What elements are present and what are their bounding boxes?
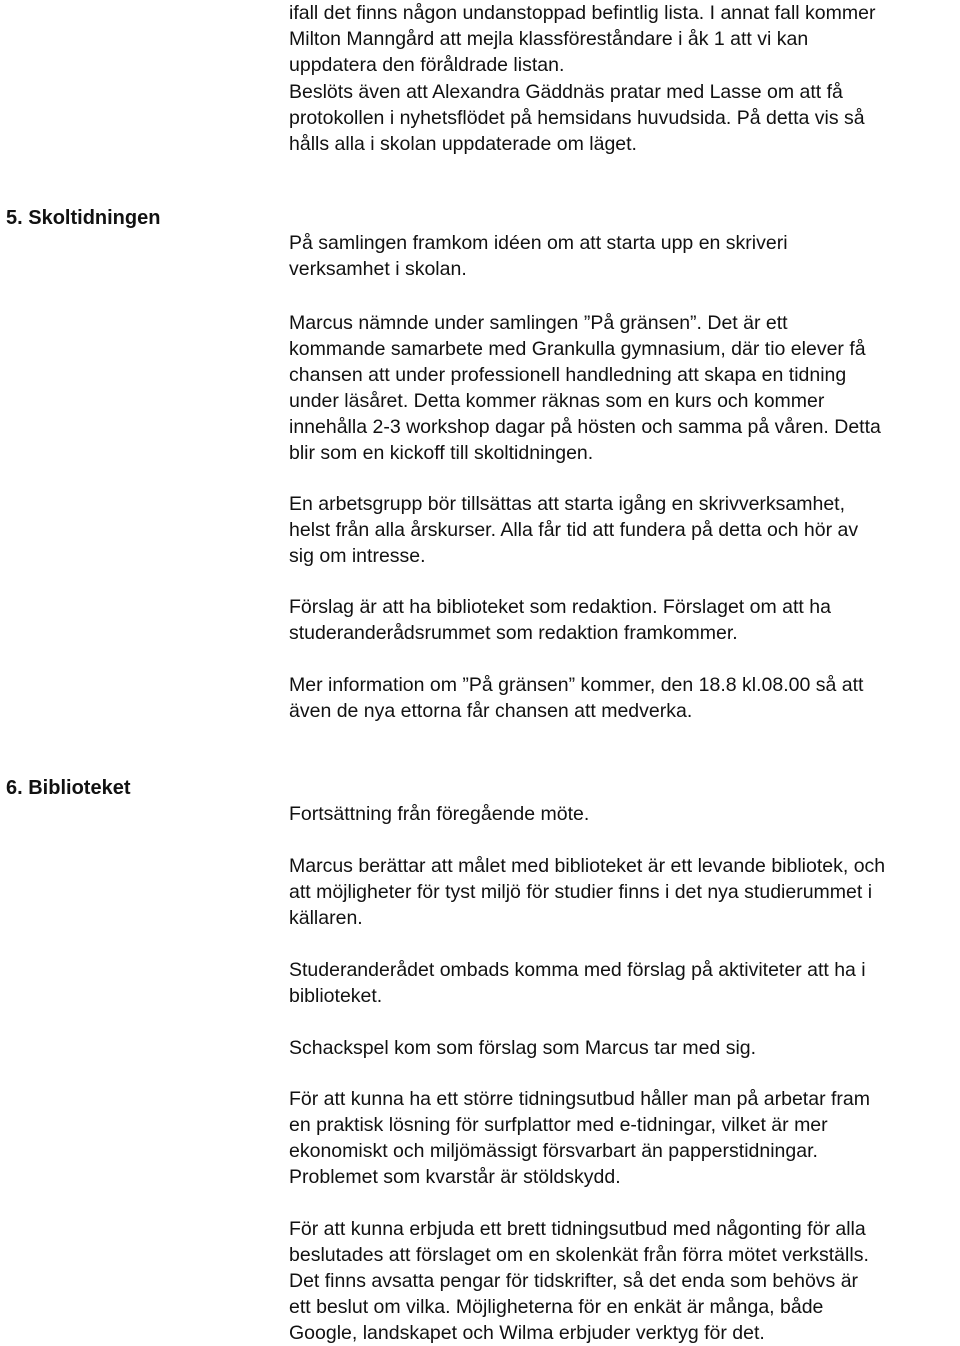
text-line: Schackspel kom som förslag som Marcus tar med sig.: [289, 1037, 757, 1059]
text-line: ifall det finns någon undanstoppad befintlig lista. I annat fall kommer: [289, 2, 876, 24]
text-line: För att kunna erbjuda ett brett tidningsutbud med någonting för alla: [289, 1218, 866, 1240]
text-line: verksamhet i skolan.: [289, 258, 467, 280]
body-paragraph: [289, 957, 959, 1009]
text-line: en praktisk lösning för surfplattor med e-tidningar, vilket är mer: [289, 1114, 828, 1136]
body-paragraph: [289, 853, 959, 931]
text-line: Marcus nämnde under samlingen ”På gränsen”. Det är ett: [289, 312, 788, 334]
text-line: Förslag är att ha biblioteket som redaktion. Förslaget om att ha: [289, 596, 831, 618]
body-paragraph: [289, 79, 959, 157]
text-line: att möjligheter för tyst miljö för studier finns i det nya studierummet i: [289, 881, 873, 903]
text-line: Google, landskapet och Wilma erbjuder verktyg för det.: [289, 1322, 765, 1344]
text-line: Problemet som kvarstår är stöldskydd.: [289, 1166, 621, 1188]
text-line: hålls alla i skolan uppdaterade om läget.: [289, 133, 637, 155]
text-line: biblioteket.: [289, 985, 383, 1007]
text-line: källaren.: [289, 907, 363, 929]
text-line: under läsåret. Detta kommer räknas som en kurs och kommer: [289, 390, 825, 412]
body-paragraph: [289, 594, 959, 646]
text-line: helst från alla årskurser. Alla får tid att fundera på detta och hör av: [289, 519, 859, 541]
text-line: Marcus berättar att målet med biblioteket är ett levande bibliotek, och: [289, 855, 886, 877]
text-line: uppdatera den föråldrade listan.: [289, 54, 565, 76]
text-line: ekonomiskt och miljömässigt försvarbart än papperstidningar.: [289, 1140, 818, 1162]
text-line: Beslöts även att Alexandra Gäddnäs pratar med Lasse om att få: [289, 81, 843, 103]
body-paragraph: [289, 672, 959, 724]
text-line: Fortsättning från föregående möte.: [289, 803, 590, 825]
body-paragraph: [289, 310, 959, 466]
text-line: En arbetsgrupp bör tillsättas att starta igång en skrivverksamhet,: [289, 493, 846, 515]
body-paragraph: [289, 230, 959, 282]
text-line: ett beslut om vilka. Möjligheterna för en enkät är många, både: [289, 1296, 824, 1318]
text-line: Milton Manngård att mejla klassföreståndare i åk 1 att vi kan: [289, 28, 809, 50]
body-paragraph: [289, 801, 959, 827]
text-line: studeranderådsrummet som redaktion framkommer.: [289, 622, 738, 644]
text-line: även de nya ettorna får chansen att medverka.: [289, 700, 693, 722]
section-heading-biblioteket: 6. Biblioteket: [6, 777, 131, 799]
body-paragraph: [289, 491, 959, 569]
text-line: beslutades att förslaget om en skolenkät från förra mötet verkställs.: [289, 1244, 869, 1266]
section-heading-skoltidningen: 5. Skoltidningen: [6, 207, 161, 229]
text-line: protokollen i nyhetsflödet på hemsidans huvudsida. På detta vis så: [289, 107, 865, 129]
text-line: blir som en kickoff till skoltidningen.: [289, 442, 594, 464]
text-line: På samlingen framkom idéen om att starta upp en skriveri: [289, 232, 788, 254]
continued-paragraph: [289, 0, 959, 78]
text-line: kommande samarbete med Grankulla gymnasium, där tio elever få: [289, 338, 866, 360]
text-line: Det finns avsatta pengar för tidskrifter, så det enda som behövs är: [289, 1270, 859, 1292]
text-line: chansen att under professionell handledning att skapa en tidning: [289, 364, 847, 386]
text-line: Studeranderådet ombads komma med förslag på aktiviteter att ha i: [289, 959, 866, 981]
body-paragraph: [289, 1216, 959, 1346]
text-line: sig om intresse.: [289, 545, 426, 567]
body-paragraph: [289, 1086, 959, 1190]
body-paragraph: [289, 1035, 959, 1061]
text-line: Mer information om ”På gränsen” kommer, den 18.8 kl.08.00 så att: [289, 674, 864, 696]
text-line: innehålla 2-3 workshop dagar på hösten och samma på våren. Detta: [289, 416, 881, 438]
text-line: För att kunna ha ett större tidningsutbud håller man på arbetar fram: [289, 1088, 870, 1110]
